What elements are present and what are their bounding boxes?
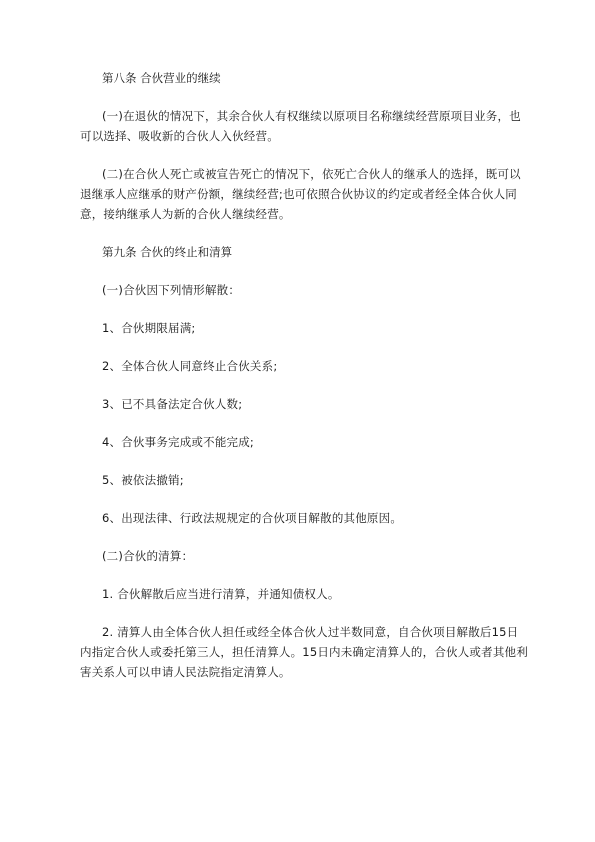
list-item: 1、合伙期限届满;: [102, 321, 196, 335]
article-9-clause-1: (一)合伙因下列情形解散：: [102, 283, 241, 297]
article-9-clause-2: (二)合伙的清算：: [102, 549, 194, 563]
article-8-clause-1: (一)在退伙的情况下，其余合伙人有权继续以原项目名称继续经营原项目业务，也可以选择、吸收新的合伙人入伙经营。: [80, 109, 521, 143]
list-item: 6、出现法律、行政法规规定的合伙项目解散的其他原因。: [102, 511, 403, 525]
clearing-item: 1. 合伙解散后应当进行清算，并通知债权人。: [102, 587, 340, 601]
list-item: 3、已不具备法定合伙人数;: [102, 397, 243, 411]
article-8-heading: 第八条 合伙营业的继续: [102, 71, 221, 85]
list-item: 2、全体合伙人同意终止合伙关系;: [102, 359, 278, 373]
article-9-heading: 第九条 合伙的终止和清算: [102, 245, 233, 259]
clearing-item: 2. 清算人由全体合伙人担任或经全体合伙人过半数同意，自合伙项目解散后15日内指定合伙人或委托第三人，担任清算人。15日内未确定清算人的，合伙人或者其他利害关系人可以申请人民法院指定清算人。: [80, 625, 528, 679]
list-item: 5、被依法撤销;: [102, 473, 184, 487]
document-body: [80, 68, 530, 700]
list-item: 4、合伙事务完成或不能完成;: [102, 435, 254, 449]
article-8-clause-2: (二)在合伙人死亡或被宣告死亡的情况下，依死亡合伙人的继承人的选择，既可以退继承人应继承的财产份额，继续经营;也可依照合伙协议的约定或者经全体合伙人同意，接纳继承人为新的合伙人继续经营。: [80, 167, 521, 221]
